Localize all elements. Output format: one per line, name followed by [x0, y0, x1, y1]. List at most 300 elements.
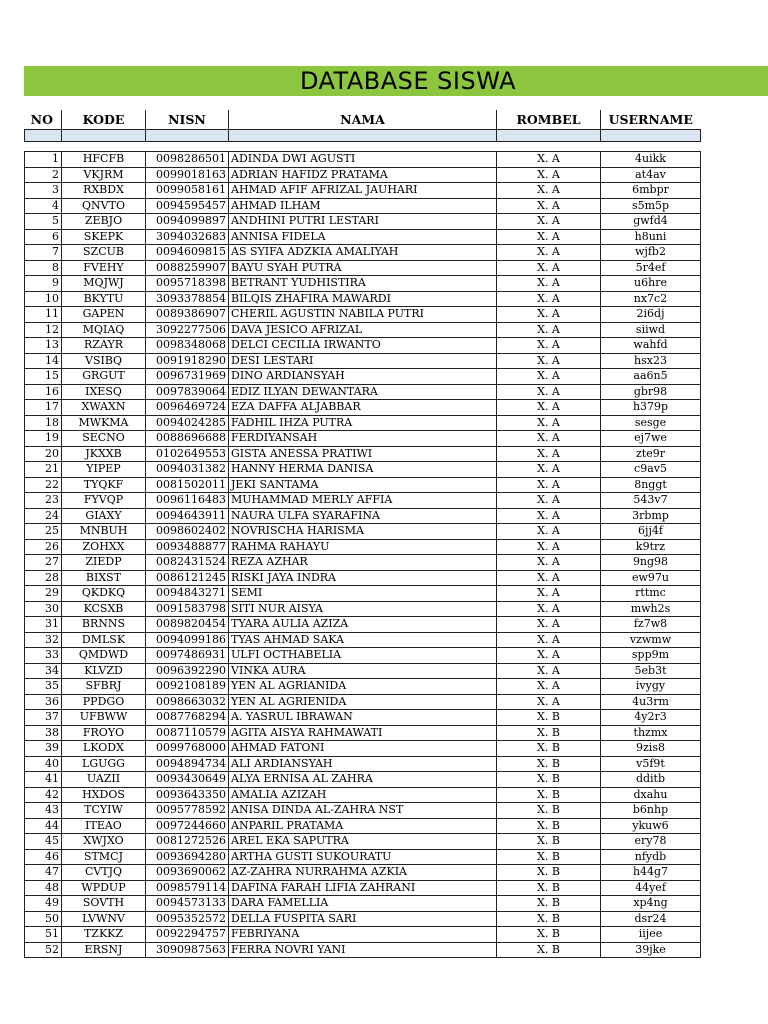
cell-no: 48 [25, 880, 62, 896]
cell-nisn: 0094595457 [146, 198, 229, 214]
table-row [25, 415, 701, 431]
cell-rombel: X. B [497, 741, 601, 757]
cell-kode: TCYIW [62, 803, 146, 819]
cell-username: ivygy [601, 679, 701, 695]
cell-rombel: X. A [497, 307, 601, 323]
cell-rombel: X. A [497, 570, 601, 586]
cell-no: 34 [25, 663, 62, 679]
cell-nama: EDIZ ILYAN DEWANTARA [229, 384, 497, 400]
cell-rombel: X. A [497, 617, 601, 633]
cell-nisn: 0081272526 [146, 834, 229, 850]
cell-no: 45 [25, 834, 62, 850]
cell-kode: GIAXY [62, 508, 146, 524]
cell-rombel: X. A [497, 648, 601, 664]
cell-nisn: 0091918290 [146, 353, 229, 369]
table-row [25, 617, 701, 633]
cell-nisn: 0094573133 [146, 896, 229, 912]
cell-username: wjfb2 [601, 245, 701, 261]
cell-nisn: 0094643911 [146, 508, 229, 524]
cell-username: spp9m [601, 648, 701, 664]
table-row [25, 276, 701, 292]
cell-rombel: X. A [497, 400, 601, 416]
cell-kode: PPDGO [62, 694, 146, 710]
cell-username: k9trz [601, 539, 701, 555]
cell-kode: FYVQP [62, 493, 146, 509]
cell-no: 14 [25, 353, 62, 369]
table-row [25, 803, 701, 819]
cell-nama: NOVRISCHA HARISMA [229, 524, 497, 540]
cell-rombel: X. B [497, 787, 601, 803]
cell-no: 52 [25, 942, 62, 958]
cell-no: 43 [25, 803, 62, 819]
cell-nama: DINO ARDIANSYAH [229, 369, 497, 385]
cell-no: 35 [25, 679, 62, 695]
cell-rombel: X. B [497, 880, 601, 896]
cell-username: 2i6dj [601, 307, 701, 323]
cell-nisn: 0082431524 [146, 555, 229, 571]
table-row [25, 772, 701, 788]
table-row [25, 353, 701, 369]
cell-rombel: X. A [497, 152, 601, 168]
table-row [25, 741, 701, 757]
cell-username: 5r4ef [601, 260, 701, 276]
cell-rombel: X. A [497, 431, 601, 447]
table-row [25, 555, 701, 571]
cell-kode: QMDWD [62, 648, 146, 664]
cell-kode: ERSNJ [62, 942, 146, 958]
cell-nama: FADHIL IHZA PUTRA [229, 415, 497, 431]
cell-rombel: X. A [497, 260, 601, 276]
cell-rombel: X. A [497, 586, 601, 602]
cell-nama: SEMI [229, 586, 497, 602]
cell-kode: GAPEN [62, 307, 146, 323]
cell-nama: MUHAMMAD MERLY AFFIA [229, 493, 497, 509]
cell-no: 44 [25, 818, 62, 834]
cell-username: gbr98 [601, 384, 701, 400]
cell-nisn: 0096116483 [146, 493, 229, 509]
cell-kode: VKJRM [62, 167, 146, 183]
table-row [25, 338, 701, 354]
cell-nisn: 0095352572 [146, 911, 229, 927]
header-row [25, 110, 701, 130]
cell-kode: HFCFB [62, 152, 146, 168]
cell-kode: BKYTU [62, 291, 146, 307]
cell-username: ery78 [601, 834, 701, 850]
cell-username: dsr24 [601, 911, 701, 927]
cell-no: 26 [25, 539, 62, 555]
cell-nisn: 0095778592 [146, 803, 229, 819]
cell-nisn: 0097839064 [146, 384, 229, 400]
table-row [25, 539, 701, 555]
cell-kode: YIPEP [62, 462, 146, 478]
cell-nisn: 0097244660 [146, 818, 229, 834]
cell-no: 47 [25, 865, 62, 881]
cell-kode: SZCUB [62, 245, 146, 261]
cell-no: 3 [25, 183, 62, 199]
cell-kode: FROYO [62, 725, 146, 741]
header-username: USERNAME [601, 110, 701, 130]
cell-username: 8nggt [601, 477, 701, 493]
cell-rombel: X. A [497, 245, 601, 261]
cell-username: 4u3rm [601, 694, 701, 710]
cell-nisn: 0099768000 [146, 741, 229, 757]
table-row [25, 725, 701, 741]
cell-rombel: X. B [497, 710, 601, 726]
table-row [25, 586, 701, 602]
cell-username: 6jj4f [601, 524, 701, 540]
cell-kode: MQIAQ [62, 322, 146, 338]
table-row [25, 462, 701, 478]
cell-no: 5 [25, 214, 62, 230]
cell-kode: HXDOS [62, 787, 146, 803]
cell-rombel: X. A [497, 524, 601, 540]
cell-nisn: 0098286501 [146, 152, 229, 168]
cell-kode: MQJWJ [62, 276, 146, 292]
cell-kode: SKEPK [62, 229, 146, 245]
cell-kode: CVTJQ [62, 865, 146, 881]
filter-cell [229, 130, 497, 142]
cell-rombel: X. A [497, 555, 601, 571]
cell-username: at4av [601, 167, 701, 183]
cell-username: ykuw6 [601, 818, 701, 834]
cell-nama: AZ-ZAHRA NURRAHMA AZKIA [229, 865, 497, 881]
filter-cell [146, 130, 229, 142]
cell-kode: FVEHY [62, 260, 146, 276]
cell-username: 44yef [601, 880, 701, 896]
cell-nama: DARA FAMELLIA [229, 896, 497, 912]
table-row [25, 183, 701, 199]
table-row [25, 787, 701, 803]
table-row [25, 291, 701, 307]
cell-nisn: 0102649553 [146, 446, 229, 462]
cell-username: fz7w8 [601, 617, 701, 633]
cell-no: 40 [25, 756, 62, 772]
cell-kode: RXBDX [62, 183, 146, 199]
table-row [25, 477, 701, 493]
cell-kode: IXESQ [62, 384, 146, 400]
cell-rombel: X. A [497, 183, 601, 199]
cell-rombel: X. B [497, 834, 601, 850]
cell-nisn: 3093378854 [146, 291, 229, 307]
cell-no: 8 [25, 260, 62, 276]
cell-nama: AHMAD ILHAM [229, 198, 497, 214]
cell-username: mwh2s [601, 601, 701, 617]
filter-cell [25, 130, 62, 142]
table-row [25, 322, 701, 338]
cell-nama: DELCI CECILIA IRWANTO [229, 338, 497, 354]
cell-kode: TZKKZ [62, 927, 146, 943]
cell-nisn: 0095718398 [146, 276, 229, 292]
cell-no: 22 [25, 477, 62, 493]
cell-nisn: 0098663032 [146, 694, 229, 710]
cell-nama: REZA AZHAR [229, 555, 497, 571]
cell-kode: LGUGG [62, 756, 146, 772]
cell-rombel: X. A [497, 229, 601, 245]
cell-username: v5f9t [601, 756, 701, 772]
cell-nama: FERDIYANSAH [229, 431, 497, 447]
cell-no: 21 [25, 462, 62, 478]
cell-kode: ZIEDP [62, 555, 146, 571]
cell-nama: AHMAD FATONI [229, 741, 497, 757]
cell-rombel: X. A [497, 679, 601, 695]
cell-nama: HANNY HERMA DANISA [229, 462, 497, 478]
cell-nisn: 0099018163 [146, 167, 229, 183]
cell-nama: YEN AL AGRIANIDA [229, 679, 497, 695]
cell-username: 9zis8 [601, 741, 701, 757]
cell-username: 6mbpr [601, 183, 701, 199]
cell-nama: ARTHA GUSTI SUKOURATU [229, 849, 497, 865]
cell-username: nx7c2 [601, 291, 701, 307]
cell-no: 7 [25, 245, 62, 261]
cell-username: c9av5 [601, 462, 701, 478]
cell-kode: UFBWW [62, 710, 146, 726]
cell-no: 30 [25, 601, 62, 617]
cell-nisn: 0094024285 [146, 415, 229, 431]
cell-rombel: X. B [497, 942, 601, 958]
cell-username: thzmx [601, 725, 701, 741]
table-row [25, 663, 701, 679]
cell-no: 37 [25, 710, 62, 726]
cell-username: ew97u [601, 570, 701, 586]
cell-nama: AHMAD AFIF AFRIZAL JAUHARI [229, 183, 497, 199]
cell-nisn: 0094031382 [146, 462, 229, 478]
table-row [25, 880, 701, 896]
cell-username: xp4ng [601, 896, 701, 912]
spacer-row [25, 142, 701, 152]
cell-no: 28 [25, 570, 62, 586]
cell-username: 5eb3t [601, 663, 701, 679]
cell-nisn: 0098348068 [146, 338, 229, 354]
table-row [25, 508, 701, 524]
filter-cell [497, 130, 601, 142]
cell-rombel: X. A [497, 694, 601, 710]
cell-rombel: X. B [497, 896, 601, 912]
cell-nama: RISKI JAYA INDRA [229, 570, 497, 586]
cell-rombel: X. A [497, 198, 601, 214]
cell-nama: A. YASRUL IBRAWAN [229, 710, 497, 726]
cell-nama: BETRANT YUDHISTIRA [229, 276, 497, 292]
cell-username: 4uikk [601, 152, 701, 168]
cell-rombel: X. A [497, 446, 601, 462]
cell-nisn: 0091583798 [146, 601, 229, 617]
cell-rombel: X. A [497, 415, 601, 431]
cell-kode: SECNO [62, 431, 146, 447]
table-row [25, 307, 701, 323]
cell-nisn: 0093694280 [146, 849, 229, 865]
cell-nama: EZA DAFFA ALJABBAR [229, 400, 497, 416]
cell-nama: FEBRIYANA [229, 927, 497, 943]
cell-username: s5m5p [601, 198, 701, 214]
cell-nama: BILQIS ZHAFIRA MAWARDI [229, 291, 497, 307]
table-row [25, 818, 701, 834]
cell-no: 29 [25, 586, 62, 602]
cell-username: b6nhp [601, 803, 701, 819]
cell-no: 18 [25, 415, 62, 431]
cell-kode: TYQKF [62, 477, 146, 493]
cell-kode: GRGUT [62, 369, 146, 385]
table-row [25, 849, 701, 865]
cell-no: 51 [25, 927, 62, 943]
cell-no: 13 [25, 338, 62, 354]
cell-kode: ZEBJO [62, 214, 146, 230]
cell-rombel: X. A [497, 508, 601, 524]
cell-kode: XWAXN [62, 400, 146, 416]
cell-username: 4y2r3 [601, 710, 701, 726]
cell-rombel: X. A [497, 276, 601, 292]
cell-nisn: 0092108189 [146, 679, 229, 695]
table-row [25, 834, 701, 850]
cell-rombel: X. B [497, 911, 601, 927]
cell-nama: AS SYIFA ADZKIA AMALIYAH [229, 245, 497, 261]
cell-no: 1 [25, 152, 62, 168]
cell-no: 19 [25, 431, 62, 447]
cell-nama: VINKA AURA [229, 663, 497, 679]
header-no: NO [25, 110, 62, 130]
cell-nama: ALYA ERNISA AL ZAHRA [229, 772, 497, 788]
header-nisn: NISN [146, 110, 229, 130]
cell-rombel: X. B [497, 725, 601, 741]
cell-username: h8uni [601, 229, 701, 245]
cell-username: hsx23 [601, 353, 701, 369]
table-row [25, 400, 701, 416]
cell-username: siiwd [601, 322, 701, 338]
table-row [25, 927, 701, 943]
cell-kode: SFBRJ [62, 679, 146, 695]
cell-no: 12 [25, 322, 62, 338]
table-row [25, 710, 701, 726]
table-row [25, 896, 701, 912]
cell-nama: ANDHINI PUTRI LESTARI [229, 214, 497, 230]
cell-nama: NAURA ULFA SYARAFINA [229, 508, 497, 524]
cell-username: zte9r [601, 446, 701, 462]
cell-rombel: X. B [497, 818, 601, 834]
table-row [25, 245, 701, 261]
cell-nama: FERRA NOVRI YANI [229, 942, 497, 958]
cell-username: rttmc [601, 586, 701, 602]
table-row [25, 648, 701, 664]
cell-rombel: X. B [497, 927, 601, 943]
cell-rombel: X. A [497, 338, 601, 354]
cell-kode: SOVTH [62, 896, 146, 912]
table-row [25, 694, 701, 710]
cell-rombel: X. A [497, 663, 601, 679]
cell-username: sesge [601, 415, 701, 431]
cell-username: aa6n5 [601, 369, 701, 385]
cell-username: 3rbmp [601, 508, 701, 524]
cell-nisn: 0093488877 [146, 539, 229, 555]
cell-no: 36 [25, 694, 62, 710]
cell-no: 6 [25, 229, 62, 245]
table-row [25, 446, 701, 462]
table-row [25, 198, 701, 214]
cell-username: u6hre [601, 276, 701, 292]
table-row [25, 167, 701, 183]
header-rombel: ROMBEL [497, 110, 601, 130]
page-title: DATABASE SISWA [299, 67, 517, 95]
cell-nama: DAFINA FARAH LIFIA ZAHRANI [229, 880, 497, 896]
cell-username: ej7we [601, 431, 701, 447]
cell-nisn: 0098602402 [146, 524, 229, 540]
cell-nisn: 0089386907 [146, 307, 229, 323]
header-nama: NAMA [229, 110, 497, 130]
student-table [24, 110, 701, 958]
table-row [25, 601, 701, 617]
table-row [25, 756, 701, 772]
cell-rombel: X. A [497, 291, 601, 307]
cell-rombel: X. A [497, 214, 601, 230]
cell-rombel: X. A [497, 601, 601, 617]
cell-nisn: 0087768294 [146, 710, 229, 726]
cell-nama: ADINDA DWI AGUSTI [229, 152, 497, 168]
cell-no: 46 [25, 849, 62, 865]
cell-nisn: 0088259907 [146, 260, 229, 276]
cell-rombel: X. A [497, 539, 601, 555]
cell-nama: AGITA AISYA RAHMAWATI [229, 725, 497, 741]
cell-kode: BIXST [62, 570, 146, 586]
cell-username: wahfd [601, 338, 701, 354]
cell-nisn: 0099058161 [146, 183, 229, 199]
table-row [25, 570, 701, 586]
cell-username: nfydb [601, 849, 701, 865]
table-row [25, 384, 701, 400]
table-row [25, 942, 701, 958]
cell-nisn: 0094099897 [146, 214, 229, 230]
cell-nisn: 0088696688 [146, 431, 229, 447]
table-row [25, 865, 701, 881]
cell-username: 9ng98 [601, 555, 701, 571]
cell-no: 15 [25, 369, 62, 385]
cell-nisn: 0081502011 [146, 477, 229, 493]
cell-kode: LVWNV [62, 911, 146, 927]
cell-nama: AREL EKA SAPUTRA [229, 834, 497, 850]
cell-no: 33 [25, 648, 62, 664]
cell-nama: ADRIAN HAFIDZ PRATAMA [229, 167, 497, 183]
cell-kode: STMCJ [62, 849, 146, 865]
cell-nisn: 0093643350 [146, 787, 229, 803]
cell-rombel: X. A [497, 493, 601, 509]
cell-no: 32 [25, 632, 62, 648]
cell-nisn: 0092294757 [146, 927, 229, 943]
cell-nama: ALI ARDIANSYAH [229, 756, 497, 772]
cell-kode: VSIBQ [62, 353, 146, 369]
cell-rombel: X. B [497, 865, 601, 881]
cell-username: gwfd4 [601, 214, 701, 230]
cell-no: 38 [25, 725, 62, 741]
cell-nama: ANNISA FIDELA [229, 229, 497, 245]
cell-rombel: X. A [497, 462, 601, 478]
cell-username: 543v7 [601, 493, 701, 509]
table-row [25, 493, 701, 509]
cell-nisn: 0094843271 [146, 586, 229, 602]
cell-nisn: 3094032683 [146, 229, 229, 245]
cell-rombel: X. B [497, 772, 601, 788]
table-row [25, 911, 701, 927]
cell-nama: CHERIL AGUSTIN NABILA PUTRI [229, 307, 497, 323]
cell-kode: JKXXB [62, 446, 146, 462]
cell-kode: ITEAO [62, 818, 146, 834]
cell-nama: ULFI OCTHABELIA [229, 648, 497, 664]
cell-username: h379p [601, 400, 701, 416]
table-row [25, 260, 701, 276]
filter-cell [601, 130, 701, 142]
cell-nisn: 0098579114 [146, 880, 229, 896]
cell-no: 27 [25, 555, 62, 571]
cell-kode: MWKMA [62, 415, 146, 431]
cell-rombel: X. A [497, 632, 601, 648]
cell-nama: ANPARIL PRATAMA [229, 818, 497, 834]
cell-nama: TYARA AULIA AZIZA [229, 617, 497, 633]
cell-nisn: 0096392290 [146, 663, 229, 679]
